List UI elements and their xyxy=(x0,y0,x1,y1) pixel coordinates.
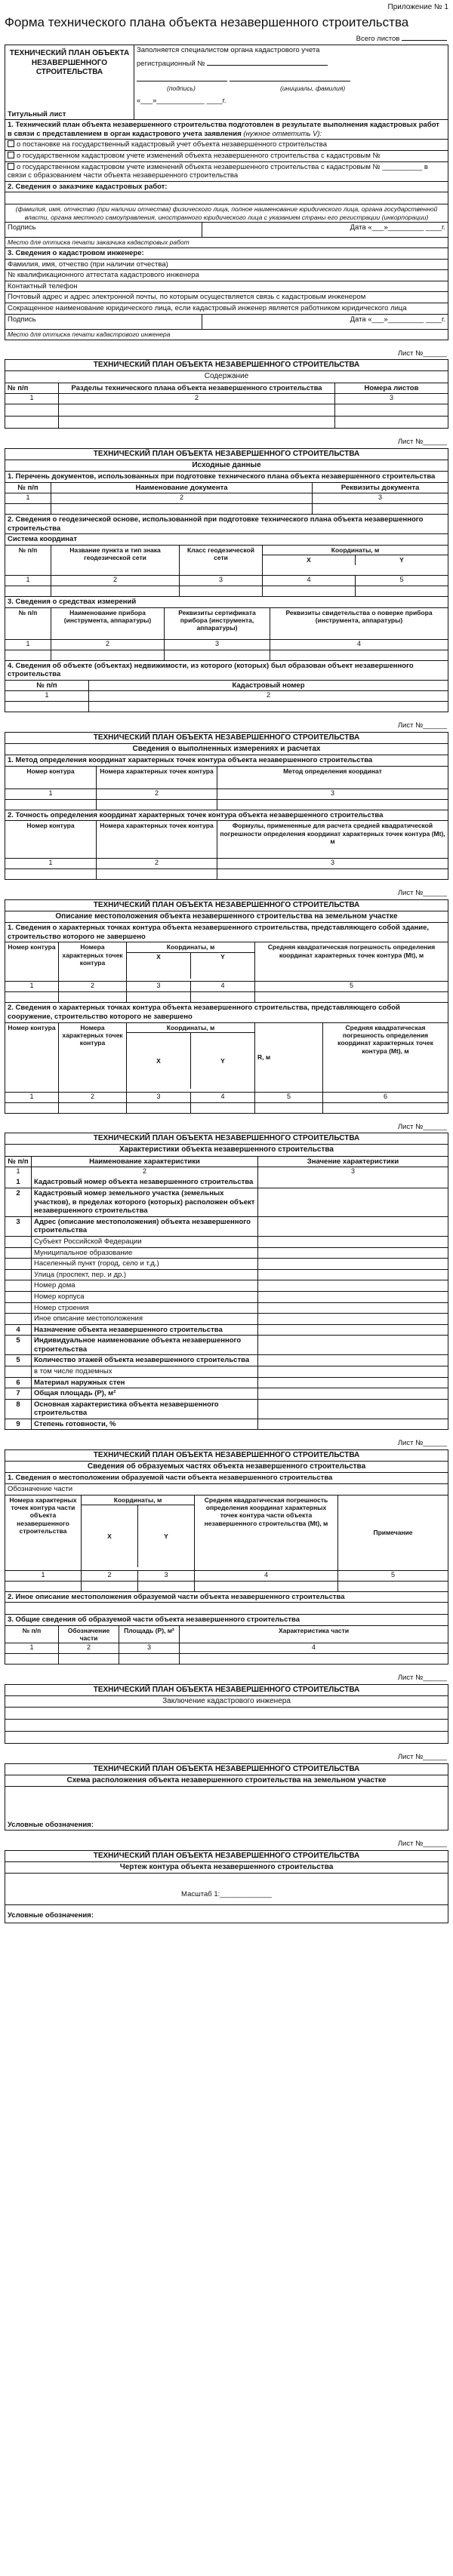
text-cell xyxy=(5,1280,31,1291)
characteristic-row xyxy=(5,1188,448,1216)
measurements-sheet: ТЕХНИЧЕСКИЙ ПЛАН ОБЪЕКТА НЕЗАВЕРШЕННОГО СТРОИТЕЛЬСТВА Сведения о выполненных измерениях и расчетах 1. Метод определения координат характерных точек контура объекта незавершенного строительства Номер контура Номера характерных точек контура Метод определения координат 1 2 3 2. Точность определения координат характерных точек контура объекта незавершенного строительства Номер контура Номера характерных точек контура Формулы, примененные для расчета средней квадратической погрешности определения координат характерных точек контура (Mt), м 1 2 3 xyxy=(5,732,448,881)
text-cell: Номер контура xyxy=(8,1023,56,1031)
text-cell: 2. Иное описание местоположения образуемой части объекта незавершенного строительства xyxy=(8,1592,345,1601)
text-cell: Наименование документа xyxy=(51,483,312,493)
text-cell: Y xyxy=(399,556,404,564)
title-sheet xyxy=(5,45,448,340)
text-cell: № п/п xyxy=(18,608,38,616)
text-cell: 6 xyxy=(16,1378,20,1387)
text-cell: 1. Технический план объекта незавершенного строительства подготовлен в результате выполнения кадастровых работ в связи с представлением в орган кадастрового учета заявления xyxy=(8,121,439,138)
text-cell: Номера характерных точек контура части объекта незавершенного строительства xyxy=(9,1495,77,1535)
text-cell xyxy=(5,1303,31,1314)
text-cell: Номера характерных точек контура xyxy=(96,767,217,788)
text-cell: Лист №______ xyxy=(397,1674,447,1683)
text-cell: Обозначение части xyxy=(58,1626,119,1643)
text-cell: Кадастровый номер объекта незавершенного строительства xyxy=(31,1177,257,1188)
checkbox-icon[interactable] xyxy=(8,140,14,147)
characteristic-row xyxy=(5,1377,448,1388)
text-cell: Номер контура xyxy=(26,767,75,775)
text-cell: Лист №______ xyxy=(397,721,447,730)
text-cell: Номера характерных точек контура xyxy=(58,942,126,981)
text-cell: ТЕХНИЧЕСКИЙ ПЛАН ОБЪЕКТА НЕЗАВЕРШЕННОГО СТРОИТЕЛЬСТВА xyxy=(93,900,360,909)
text-cell: 3. Сведения о кадастровом инженере: xyxy=(8,249,144,258)
checkbox-icon[interactable] xyxy=(8,152,14,158)
text-cell: Исходные данные xyxy=(192,460,261,469)
location-sheet: ТЕХНИЧЕСКИЙ ПЛАН ОБЪЕКТА НЕЗАВЕРШЕННОГО СТРОИТЕЛЬСТВА Описание местоположения объекта незавершенного строительства на земельном участке 1. Сведения о характерных точках контура объекта незавершенного строительства, представляющего собой здание, строительство которого не завершено Номер контура Номера характерных точек контура Координаты, м X Y Средняя квадратическая погрешность определения координат характерных точек контура (Mt), м 1 2 3 4 5 2. Сведения о характерных точках контура объекта незавершенного строительства, представляющего собой сооружение, строительство которого не завершено Номер контура Номера характерных точек контура Координаты, м X Y R, м Средняя квадратическая погрешность определения координат характерных точек контура (Mt), м 1 2 3 4 5 6 xyxy=(5,899,448,1114)
characteristic-row xyxy=(5,1335,448,1354)
text-cell xyxy=(5,1237,31,1247)
text-cell: Контактный телефон xyxy=(8,281,78,290)
text-cell: Масштаб 1:_____________ xyxy=(181,1890,272,1899)
text-cell: Фамилия, имя, отчество (при наличии отчества) xyxy=(8,260,168,269)
text-cell: № п/п xyxy=(18,546,38,554)
text-cell: Условные обозначения: xyxy=(8,1911,94,1920)
text-cell: ТЕХНИЧЕСКИЙ ПЛАН ОБЪЕКТА НЕЗАВЕРШЕННОГО СТРОИТЕЛЬСТВА xyxy=(93,1451,360,1460)
text-cell: Номер строения xyxy=(31,1303,257,1314)
text-cell: ТЕХНИЧЕСКИЙ ПЛАН ОБЪЕКТА НЕЗАВЕРШЕННОГО СТРОИТЕЛЬСТВА xyxy=(9,49,130,76)
text-cell: Лист №______ xyxy=(397,1122,447,1131)
text-cell: Номера листов xyxy=(334,383,448,394)
text-cell: Место для оттиска печати кадастрового инженера xyxy=(8,330,171,338)
text-cell: Подпись xyxy=(8,315,36,324)
text-cell: Номера характерных точек контура xyxy=(96,821,217,858)
appendix-label: Приложение № 1 xyxy=(387,3,448,11)
text-cell: ТЕХНИЧЕСКИЙ ПЛАН ОБЪЕКТА НЕЗАВЕРШЕННОГО СТРОИТЕЛЬСТВА xyxy=(93,361,360,370)
text-cell: о постановке на государственный кадастровый учет объекта незавершенного строительства xyxy=(17,140,328,149)
source-data-sheet: ТЕХНИЧЕСКИЙ ПЛАН ОБЪЕКТА НЕЗАВЕРШЕННОГО СТРОИТЕЛЬСТВА Исходные данные 1. Перечень документов, использованных при подготовке технического плана объекта незавершенного строительства № п/п Наименование документа Реквизиты документа 1 2 3 2. Сведения о геодезической основе, использованной при подготовке технического плана объекта незавершенного строительства Система координат № п/п Название пункта и тип знака геодезической сети Класс геодезической сети Координаты, м X Y 1 2 3 4 5 3. Сведения о средствах измерений № п/п Наименование прибора (инструмента, аппаратуры) Реквизиты сертификата прибора (инструмента, аппаратуры) Реквизиты свидетельства о поверке прибора (инструмента, аппаратуры) 1 2 3 4 4. Сведения об объекте (объектах) недвижимости, из которого (которых) был образован объект незавершенного строительства № п/п Кадастровый номер 1 2 xyxy=(5,448,448,713)
text-cell: № п/п xyxy=(22,1626,42,1634)
text-cell: Сведения о выполненных измерениях и расчетах xyxy=(132,745,321,753)
text-cell: ТЕХНИЧЕСКИЙ ПЛАН ОБЪЕКТА НЕЗАВЕРШЕННОГО СТРОИТЕЛЬСТВА xyxy=(93,733,360,742)
text-cell: № п/п xyxy=(8,383,29,392)
characteristic-row xyxy=(5,1269,448,1280)
text-cell: ТЕХНИЧЕСКИЙ ПЛАН ОБЪЕКТА НЕЗАВЕРШЕННОГО СТРОИТЕЛЬСТВА xyxy=(93,1134,360,1143)
characteristic-row xyxy=(5,1302,448,1314)
text-cell: Значение характеристики xyxy=(257,1157,448,1167)
text-cell: ТЕХНИЧЕСКИЙ ПЛАН ОБЪЕКТА НЕЗАВЕРШЕННОГО СТРОИТЕЛЬСТВА xyxy=(93,1686,360,1694)
text-cell: Класс геодезической сети xyxy=(179,546,262,575)
document-title: Форма технического плана объекта незавершенного строительства xyxy=(5,15,409,30)
characteristic-row xyxy=(5,1313,448,1324)
text-cell: Лист №______ xyxy=(397,1439,447,1448)
text-cell: Номера характерных точек контура xyxy=(58,1023,126,1092)
text-cell: Титульный лист xyxy=(8,109,66,118)
text-cell: Координаты, м xyxy=(127,1023,254,1033)
text-cell: Средняя квадратическая погрешность определения координат характерных точек контура части объекта незавершенного строительства (Mt), м xyxy=(194,1495,337,1570)
characteristic-row xyxy=(5,1291,448,1302)
text-cell: Формулы, примененные для расчета средней квадратической погрешности определения координат характерных точек контура (Mt), м xyxy=(217,821,448,858)
text-cell: 1. Перечень документов, использованных при подготовке технического плана объекта незавершенного строительства xyxy=(8,472,436,481)
text-cell: Улица (проспект, пер. и др.) xyxy=(31,1270,257,1280)
text-cell: 4 xyxy=(16,1325,20,1334)
text-cell: № п/п xyxy=(8,1157,29,1166)
text-cell: 3. Общие сведения об образуемой части объекта незавершенного строительства xyxy=(8,1615,300,1625)
text-cell: Лист №______ xyxy=(397,1840,447,1849)
conclusion-sheet xyxy=(5,1684,448,1744)
text-cell: о государственном кадастровом учете изменений объекта незавершенного строительства с кадастровым № __________ в связи с образованием части объекта незавершенного строительства xyxy=(8,162,428,180)
text-cell: Y xyxy=(220,1056,225,1065)
characteristic-row xyxy=(5,1247,448,1259)
text-cell: регистрационный № xyxy=(137,59,205,68)
text-cell: Наименование характеристики xyxy=(31,1157,257,1167)
scheme-sheet xyxy=(5,1763,448,1831)
text-cell: Средняя квадратическая погрешность определения координат характерных точек контура (Mt), м xyxy=(322,1023,448,1092)
option-changes[interactable] xyxy=(5,151,448,161)
text-cell: «___»____________ ____г. xyxy=(137,97,226,106)
text-cell: Название пункта и тип знака геодезической сети xyxy=(51,546,179,575)
text-cell: Содержание xyxy=(204,372,249,381)
text-cell: Схема расположения объекта незавершенного строительства на земельном участке xyxy=(66,1776,387,1785)
text-cell: Населенный пункт (город, село и т.д.) xyxy=(31,1259,257,1269)
text-cell: Y xyxy=(220,952,225,961)
text-cell: Индивидуальное наименование объекта незавершенного строительства xyxy=(31,1336,257,1354)
text-cell: Адрес (описание местоположения) объекта незавершенного строительства xyxy=(31,1217,257,1236)
text-cell: Обозначение части xyxy=(8,1484,73,1493)
text-cell xyxy=(5,1292,31,1302)
text-cell: X xyxy=(127,953,191,979)
text-cell: Основная характеристика объекта незавершенного строительства xyxy=(31,1400,257,1419)
text-cell: 2. Сведения о заказчике кадастровых работ: xyxy=(8,182,168,191)
characteristic-row xyxy=(5,1280,448,1291)
text-cell: Сведения об образуемых частях объекта незавершенного строительства xyxy=(87,1462,366,1471)
characteristic-row xyxy=(5,1324,448,1336)
characteristic-row xyxy=(5,1177,448,1188)
text-cell: 1. Сведения о характерных точках контура объекта незавершенного строительства, представляющего собой здание, строительство которого не завершено xyxy=(8,924,430,941)
characteristic-row xyxy=(5,1258,448,1269)
text-cell: 9 xyxy=(16,1419,20,1428)
text-cell: (подпись) xyxy=(167,85,196,93)
text-cell: Сокращенное наименование юридического лица, если кадастровый инженер является работником юридического лица xyxy=(8,303,407,312)
text-cell: Почтовый адрес и адрес электронной почты, по которым осуществляется связь с кадастровым инженером xyxy=(8,293,366,302)
text-cell: № п/п xyxy=(17,483,39,492)
characteristic-row xyxy=(5,1366,448,1377)
text-cell: Метод определения координат xyxy=(217,767,448,788)
text-cell: Средняя квадратическая погрешность определения координат характерных точек контура (Mt), м xyxy=(254,942,448,981)
text-cell: Лист №______ xyxy=(397,438,447,447)
text-cell: Координаты, м xyxy=(127,942,254,952)
text-cell: Примечание xyxy=(337,1495,448,1570)
text-cell: № п/п xyxy=(36,681,57,690)
text-cell: 5 xyxy=(16,1336,20,1345)
text-cell: Лист №______ xyxy=(397,889,447,898)
text-cell: 1 xyxy=(16,1178,20,1187)
text-cell: Кадастровый номер земельного участка (земельных участков), в пределах которого (которых) расположен объект незавершенного строительства xyxy=(31,1188,257,1216)
text-cell: Материал наружных стен xyxy=(31,1378,257,1388)
text-cell: Общая площадь (P), м² xyxy=(31,1388,257,1399)
text-cell: 1. Метод определения координат характерных точек контура объекта незавершенного строительства xyxy=(8,756,373,765)
characteristic-row xyxy=(5,1399,448,1419)
text-cell: 1. Сведения о местоположении образуемой части объекта незавершенного строительства xyxy=(8,1474,333,1483)
text-cell: Дата «___»_________ ____г. xyxy=(202,223,448,237)
characteristic-row xyxy=(5,1354,448,1366)
text-cell: Заключение кадастрового инженера xyxy=(162,1697,291,1706)
text-cell: 3. Сведения о средствах измерений xyxy=(8,597,137,606)
text-cell: Номер дома xyxy=(31,1280,257,1291)
text-cell: Условные обозначения: xyxy=(8,1820,94,1829)
text-cell: 4. Сведения об объекте (объектах) недвижимости, из которого (которых) был образован объект незавершенного строительства xyxy=(8,661,414,679)
text-cell: (нужное отметить V): xyxy=(243,129,322,138)
text-cell xyxy=(5,1366,31,1377)
text-cell: Место для оттиска печати заказчика кадастровых работ xyxy=(8,238,190,247)
text-cell: 8 xyxy=(16,1400,20,1409)
text-cell: Субъект Российской Федерации xyxy=(31,1237,257,1247)
option-part[interactable] xyxy=(5,162,448,181)
text-cell: Описание местоположения объекта незавершенного строительства на земельном участке xyxy=(55,912,398,921)
characteristic-row xyxy=(5,1419,448,1430)
text-cell: ТЕХНИЧЕСКИЙ ПЛАН ОБЪЕКТА НЕЗАВЕРШЕННОГО СТРОИТЕЛЬСТВА xyxy=(93,1851,360,1860)
characteristics-sheet: ТЕХНИЧЕСКИЙ ПЛАН ОБЪЕКТА НЕЗАВЕРШЕННОГО СТРОИТЕЛЬСТВА Характеристики объекта незавершенного строительства № п/п Наименование характеристики Значение характеристики 1 2 3 1 Кадастровый номер объекта незавершенного строительства 2 Кадастровый номер земельного участка (земельных участков), в пределах которого (которых) расположен объект незавершенного строительства 3 Адрес (описание местоположения) объекта незавершенного строительства Субъект Российской Федерации Муниципальное образование Населенный пункт (город, село и т.д.) Улица (проспект, пер. и др.) Номер дома Номер корпуса Номер строения Иное описание местоположения 4 Назначение объекта незавершенного строительства 5 Индивидуальное наименование объекта незавершенного строительства 5 Количество этажей объекта незавершенного строительства в том числе подземных 6 Материал наружных стен 7 Общая площадь (P), м² 8 Основная характеристика объекта незавершенного строительства 9 Степень готовности, % xyxy=(5,1133,448,1430)
option-registration[interactable] xyxy=(5,140,448,150)
text-cell xyxy=(5,1270,31,1280)
text-cell: 2. Сведения о характерных точках контура объекта незавершенного строительства, представляющего собой сооружение, строительство которого не завершено xyxy=(8,1004,400,1022)
text-cell: X xyxy=(127,1033,191,1089)
text-cell: Площадь (P), м² xyxy=(119,1626,179,1643)
text-cell: Характеристики объекта незавершенного строительства xyxy=(119,1145,334,1154)
text-cell xyxy=(5,1248,31,1259)
sheet-number: Лист №______ xyxy=(397,349,447,358)
text-cell: Всего листов xyxy=(356,34,400,43)
text-cell: (фамилия, имя, отчество (при наличии отчества) физического лица, полное наименование юридического лица, органа государственной власти, органа местного самоуправления, иностранного юридического лица с указанием страны его регистрации (инкорпорации) xyxy=(15,205,438,221)
text-cell: Номер контура xyxy=(8,943,56,951)
text-cell: № квалификационного аттестата кадастрового инженера xyxy=(8,271,199,280)
total-sheets xyxy=(3,35,447,44)
text-cell: Иное описание местоположения xyxy=(31,1314,257,1324)
registration-block xyxy=(134,45,448,119)
text-cell: Степень готовности, % xyxy=(31,1419,257,1430)
text-cell: 7 xyxy=(16,1389,20,1398)
text-cell: Номер контура xyxy=(26,822,75,830)
text-cell: Y xyxy=(164,1532,168,1540)
text-cell: Координаты, м xyxy=(82,1495,194,1505)
text-cell: Муниципальное образование xyxy=(31,1248,257,1259)
section-purpose xyxy=(5,120,448,139)
characteristic-row xyxy=(5,1388,448,1399)
contents-sheet: ТЕХНИЧЕСКИЙ ПЛАН ОБЪЕКТА НЕЗАВЕРШЕННОГО СТРОИТЕЛЬСТВА Содержание № п/п Разделы технического плана объекта незавершенного строительства Номера листов 1 2 3 xyxy=(5,359,448,429)
text-cell: в том числе подземных xyxy=(31,1366,257,1377)
text-cell: R, м xyxy=(254,1023,322,1092)
title-sheet-left xyxy=(5,45,134,119)
text-cell: Кадастровый номер xyxy=(88,681,448,691)
text-cell: ТЕХНИЧЕСКИЙ ПЛАН ОБЪЕКТА НЕЗАВЕРШЕННОГО СТРОИТЕЛЬСТВА xyxy=(93,1764,360,1773)
text-cell: Лист №______ xyxy=(397,1753,447,1762)
text-cell: 5 xyxy=(16,1356,20,1365)
text-cell: Назначение объекта незавершенного строительства xyxy=(31,1325,257,1336)
text-cell: Дата «___»_________ ____г. xyxy=(202,315,448,329)
text-cell: 2. Сведения о геодезической основе, использованной при подготовке технического плана объекта незавершенного строительства xyxy=(8,515,424,533)
text-cell xyxy=(5,1314,31,1324)
text-cell: 3 xyxy=(16,1217,20,1226)
checkbox-icon[interactable] xyxy=(8,163,14,170)
text-cell: 2. Точность определения координат характерных точек контура объекта незавершенного строительства xyxy=(8,810,384,819)
characteristic-row xyxy=(5,1236,448,1247)
text-cell: X xyxy=(263,555,356,564)
text-cell: Реквизиты сертификата прибора (инструмента, аппаратуры) xyxy=(164,608,270,639)
text-cell: Номер корпуса xyxy=(31,1292,257,1302)
text-cell: о государственном кадастровом учете изменений объекта незавершенного строительства с кадастровым № xyxy=(17,152,381,161)
parts-sheet: ТЕХНИЧЕСКИЙ ПЛАН ОБЪЕКТА НЕЗАВЕРШЕННОГО СТРОИТЕЛЬСТВА Сведения об образуемых частях объекта незавершенного строительства 1. Сведения о местоположении образуемой части объекта незавершенного строительства Обозначение части Номера характерных точек контура части объекта незавершенного строительства Координаты, м X Y Средняя квадратическая погрешность определения координат характерных точек контура части объекта незавершенного строительства (Mt), м Примечание 1 2 3 4 5 2. Иное описание местоположения образуемой части объекта незавершенного строительства 3. Общие сведения об образуемой части объекта незавершенного строительства № п/п Обозначение части Площадь (P), м² Характеристика части 1 2 3 4 xyxy=(5,1449,448,1665)
text-cell: Наименование прибора (инструмента, аппаратуры) xyxy=(51,608,164,639)
text-cell xyxy=(5,1259,31,1269)
text-cell: X xyxy=(82,1505,138,1567)
text-cell: Реквизиты свидетельства о поверке прибора (инструмента, аппаратуры) xyxy=(270,608,448,639)
text-cell: Характеристика части xyxy=(179,1626,448,1643)
characteristic-row xyxy=(5,1216,448,1236)
text-cell: Система координат xyxy=(8,535,77,544)
text-cell: Заполняется специалистом органа кадастрового учета xyxy=(137,46,320,55)
text-cell: Разделы технического плана объекта незавершенного строительства xyxy=(58,383,334,394)
text-cell: Реквизиты документа xyxy=(312,483,448,493)
text-cell: (инициалы, фамилия) xyxy=(280,85,346,93)
text-cell: Координаты, м xyxy=(263,546,448,555)
text-cell: Количество этажей объекта незавершенного строительства xyxy=(31,1355,257,1366)
text-cell: 2 xyxy=(16,1189,20,1198)
text-cell: Чертеж контура объекта незавершенного строительства xyxy=(119,1863,334,1872)
text-cell: Подпись xyxy=(8,223,36,232)
drawing-sheet xyxy=(5,1850,448,1923)
text-cell: ТЕХНИЧЕСКИЙ ПЛАН ОБЪЕКТА НЕЗАВЕРШЕННОГО СТРОИТЕЛЬСТВА xyxy=(93,449,360,458)
